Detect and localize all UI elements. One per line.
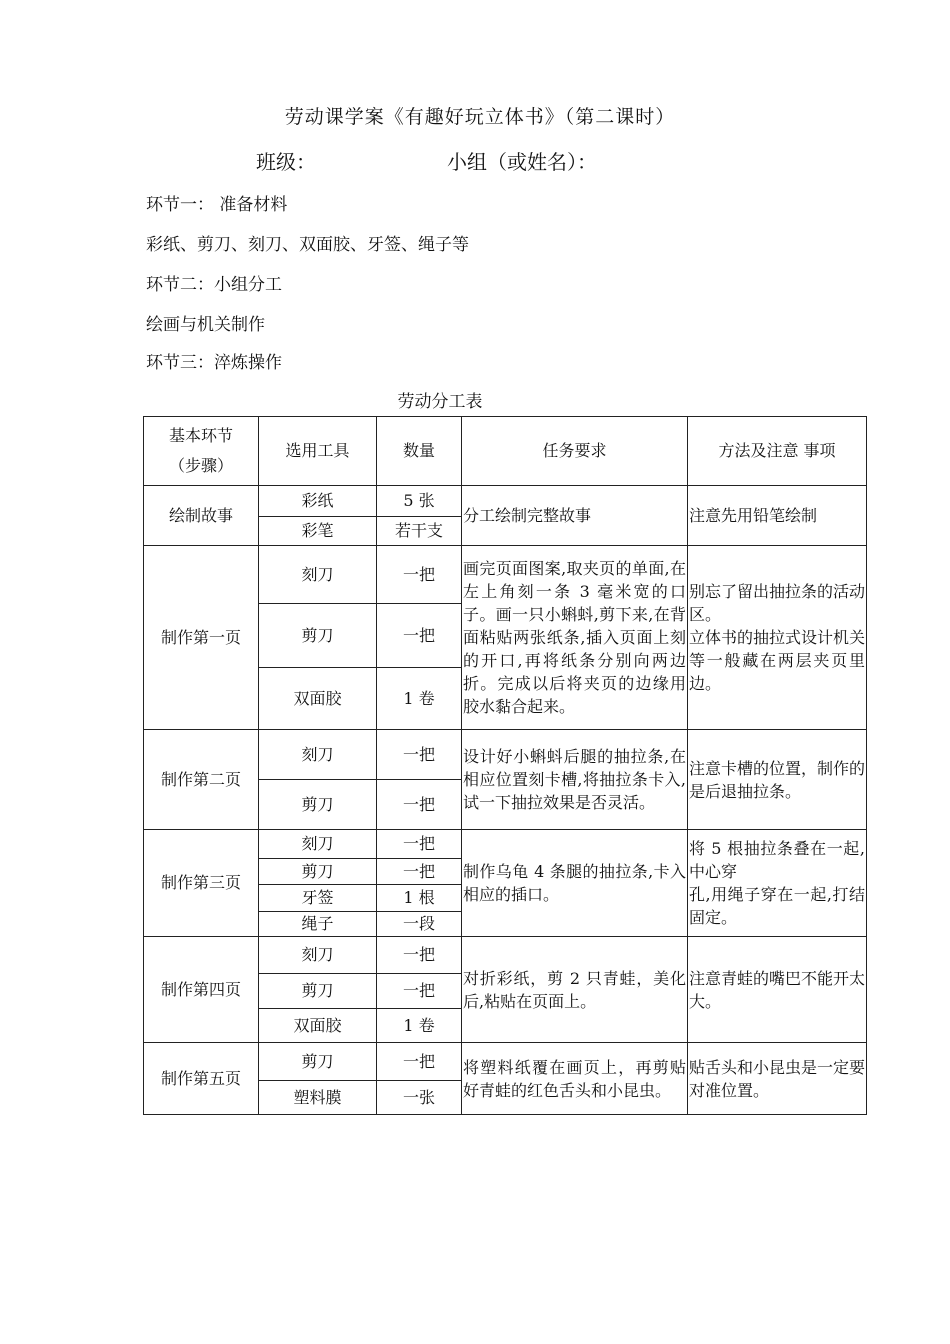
tool-cell: 塑料膜: [259, 1081, 377, 1115]
note-cell: 注意青蛙的嘴巴不能开太大。: [688, 937, 867, 1043]
table-row: [144, 830, 867, 859]
table-row: [144, 730, 867, 780]
tool-cell: 剪刀: [259, 974, 377, 1009]
tool-cell: 牙签: [259, 885, 377, 912]
tool-cell: 剪刀: [259, 859, 377, 885]
note-cell: 别忘了留出抽拉条的活动区。 立体书的抽拉式设计机关等一般藏在两层夹页里边。: [688, 546, 867, 730]
tool-cell: 双面胶: [259, 668, 377, 730]
tool-cell: 刻刀: [259, 730, 377, 780]
tool-cell: 刻刀: [259, 546, 377, 604]
task-cell: 分工绘制完整故事: [462, 486, 688, 546]
note-cell: 注意先用铅笔绘制: [688, 486, 867, 546]
tool-cell: 彩纸: [259, 486, 377, 517]
qty-cell: 1 卷: [377, 668, 462, 730]
section-3-heading: 环节三：淬炼操作: [146, 353, 282, 373]
step-cell: 制作第三页: [144, 830, 259, 937]
labor-division-table: [143, 416, 867, 1115]
tool-cell: 剪刀: [259, 1043, 377, 1081]
qty-cell: 一把: [377, 859, 462, 885]
table-row: [144, 546, 867, 604]
step-cell: 制作第二页: [144, 730, 259, 830]
page-title: 劳动课学案《有趣好玩立体书》（第二课时）: [284, 106, 676, 128]
table-title: 劳动分工表: [397, 392, 483, 412]
qty-cell: 一把: [377, 780, 462, 830]
qty-cell: 一把: [377, 730, 462, 780]
note-cell: 将 5 根抽拉条叠在一起,中心穿 孔,用绳子穿在一起,打结固定。: [688, 830, 867, 937]
tool-cell: 双面胶: [259, 1009, 377, 1043]
header-qty: 数量: [377, 417, 462, 486]
qty-cell: 一段: [377, 912, 462, 937]
tool-cell: 刻刀: [259, 937, 377, 974]
qty-cell: 一把: [377, 1043, 462, 1081]
section-2-heading: 环节二：小组分工: [146, 275, 282, 295]
qty-cell: 一把: [377, 604, 462, 668]
section-2-text: 绘画与机关制作: [146, 315, 265, 335]
qty-cell: 一把: [377, 830, 462, 859]
qty-cell: 一把: [377, 974, 462, 1009]
task-cell: 设计好小蝌蚪后腿的抽拉条,在相应位置刻卡槽,将抽拉条卡入,试一下抽拉效果是否灵活。: [462, 730, 688, 830]
tool-cell: 彩笔: [259, 517, 377, 546]
table-header-row: [144, 417, 867, 486]
group-label: 小组（或姓名）：: [447, 150, 597, 174]
table-row: [144, 937, 867, 974]
step-cell: 绘制故事: [144, 486, 259, 546]
qty-cell: 一张: [377, 1081, 462, 1115]
table-row: [144, 1043, 867, 1081]
step-cell: 制作第五页: [144, 1043, 259, 1115]
qty-cell: 若干支: [377, 517, 462, 546]
note-cell: 注意卡槽的位置，制作的是后退抽拉条。: [688, 730, 867, 830]
qty-cell: 5 张: [377, 486, 462, 517]
tool-cell: 刻刀: [259, 830, 377, 859]
qty-cell: 一把: [377, 937, 462, 974]
header-step: 基本环节 （步骤）: [144, 417, 259, 486]
note-cell: 贴舌头和小昆虫是一定要对准位置。: [688, 1043, 867, 1115]
tool-cell: 剪刀: [259, 780, 377, 830]
materials-list: 彩纸、剪刀、刻刀、双面胶、牙签、绳子等: [146, 235, 469, 255]
class-label: 班级：: [256, 150, 316, 174]
tool-cell: 绳子: [259, 912, 377, 937]
task-cell: 画完页面图案,取夹页的单面,在左上角刻一条 3 毫米宽的口子。画一只小蝌蚪,剪下来,在背面粘贴两张纸条,插入页面上刻的开口,再将纸条分别向两边折。完成以后将夹页的边缘用胶水黏合起来。: [462, 546, 688, 730]
header-note: 方法及注意 事项: [688, 417, 867, 486]
step-cell: 制作第四页: [144, 937, 259, 1043]
qty-cell: 1 卷: [377, 1009, 462, 1043]
section-1-heading: 环节一： 准备材料: [146, 195, 288, 215]
qty-cell: 一把: [377, 546, 462, 604]
qty-cell: 1 根: [377, 885, 462, 912]
task-cell: 对折彩纸，剪 2 只青蛙，美化后,粘贴在页面上。: [462, 937, 688, 1043]
tool-cell: 剪刀: [259, 604, 377, 668]
task-cell: 制作乌龟 4 条腿的抽拉条,卡入相应的插口。: [462, 830, 688, 937]
step-cell: 制作第一页: [144, 546, 259, 730]
header-tool: 选用工具: [259, 417, 377, 486]
header-task: 任务要求: [462, 417, 688, 486]
table-row: [144, 486, 867, 517]
task-cell: 将塑料纸覆在画页上，再剪贴好青蛙的红色舌头和小昆虫。: [462, 1043, 688, 1115]
